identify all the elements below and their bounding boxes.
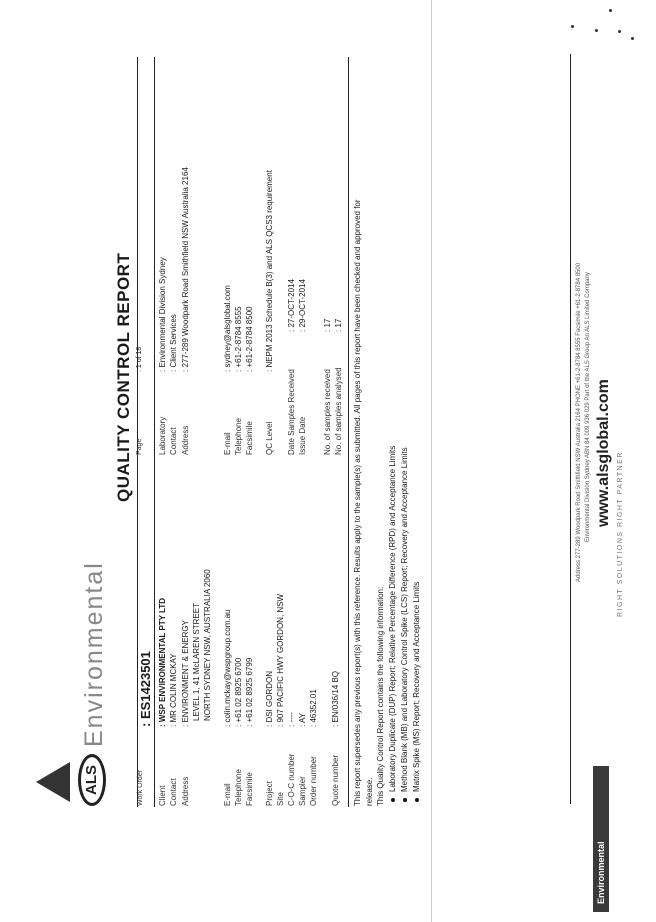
quote-value: : EN/036/14 BQ (331, 670, 340, 727)
date-received-label: Date Samples Received (287, 369, 296, 455)
issue-date-value: : 29-OCT-2014 (298, 279, 307, 332)
footer-division: Environmental Division Sydney ABN 84 009 936 029 Part of the ALS Group An ALS Limited Company (585, 272, 591, 542)
order-value: : 46352.01 (309, 689, 318, 727)
logo-triangle (36, 762, 70, 802)
bullet-item (411, 582, 424, 802)
email-value: : colin.mckay@wspgroup.com.au (223, 609, 232, 727)
address-line-3: NORTH SYDNEY NSW, AUSTRALIA 2060 (203, 569, 212, 721)
coc-label: C-O-C number (287, 753, 296, 806)
footer-tagline: RIGHT SOLUTIONS RIGHT PARTNER (617, 451, 624, 617)
quote-label: Quote number (331, 754, 340, 806)
client-label: Client (158, 785, 167, 806)
telephone-label: Telephone (234, 769, 243, 806)
page-label: Page (136, 438, 143, 455)
footer-address: Address 277-289 Woodpark Road Smithfield NSW Australia 2164 PHONE +61-2-8784 8555 Facsimile +61-2-8784 8500 (576, 262, 582, 582)
sampler-value: : AY (298, 712, 307, 727)
lab-email-value: : sydney@alsglobal.com (223, 285, 232, 372)
order-label: Order number (309, 756, 318, 806)
email-label: E-mail (223, 783, 232, 806)
bullet-text: Matrix Spike (MS) Report; Recovery and Acceptance Limits (412, 581, 421, 792)
site-label: Site (276, 792, 285, 806)
project-value: : DSI GORDON (265, 670, 274, 727)
lab-address-value: : 277-289 Woodpark Road Smithfield NSW Australia 2164 (181, 167, 190, 372)
report-title: QUALITY CONTROL REPORT (114, 252, 133, 502)
statement-line-2: release. (365, 777, 374, 806)
coc-value: : ---- (287, 711, 296, 727)
footer-website: www.alsglobal.com (595, 379, 612, 527)
issue-date-label: Issue Date (298, 416, 307, 455)
page-value: : 1 of 18 (136, 346, 143, 372)
details-rule (348, 57, 349, 807)
lab-contact-value: : Client Services (169, 314, 178, 372)
lab-address-label: Address (181, 425, 190, 455)
brand-name: Environmental (80, 561, 108, 747)
address-line-1: : ENVIRONMENT & ENERGY (181, 620, 190, 727)
samples-received-value: : 17 (323, 318, 332, 332)
telephone-value: : +61 02 8925 6700 (234, 657, 243, 727)
contact-label: Contact (169, 778, 178, 806)
bullet-icon (403, 798, 407, 802)
address-label: Address (181, 776, 190, 806)
laboratory-label: Laboratory (158, 416, 167, 455)
statement-intro: This Quality Control Report contains the following information: (376, 586, 385, 806)
lab-facsimile-label: Facsimile (245, 421, 254, 455)
lab-telephone-label: Telephone (234, 418, 243, 455)
statement-line-1: This report supersedes any previous report(s) with this reference. Results apply to the sample(s) as submitted. All pages of this report have been checked and approved for (353, 199, 362, 806)
client-value: : WSP ENVIRONMENTAL PTY LTD (158, 597, 167, 727)
samples-analysed-value: : 17 (334, 318, 343, 332)
laboratory-value: : Environmental Division Sydney (158, 257, 167, 372)
samples-analysed-label: No. of samples analysed (334, 367, 343, 455)
qc-level-value: : NEPM 2013 Schedule B(3) and ALS QCS3 requirement (265, 170, 274, 372)
lab-email-label: E-mail (223, 432, 232, 455)
footer-rule (570, 54, 571, 804)
footer-banner: Environmental (593, 766, 609, 912)
bullet-text: Laboratory Duplicate (DUP) Report; Relative Percentage Difference (RPD) and Acceptance Limits (388, 445, 397, 792)
bullet-text: Method Blank (MB) and Laboratory Control Spike (LCS) Report; Recovery and Acceptance Limits (400, 447, 409, 792)
bullet-item (387, 446, 400, 802)
date-received-value: : 27-OCT-2014 (287, 279, 296, 332)
contact-value: : MR COLIN MCKAY (169, 653, 178, 727)
sampler-label: Sampler (298, 776, 307, 806)
als-logo: ALS (78, 754, 106, 806)
project-label: Project (265, 781, 274, 806)
work-order-value: : ES1423501 (138, 651, 153, 727)
samples-received-label: No. of samples received (323, 369, 332, 455)
bullet-icon (391, 798, 395, 802)
site-value: : 907 PACIFIC HWY GORDON, NSW (276, 593, 285, 727)
bullet-item (399, 447, 412, 802)
lab-facsimile-value: : +61-2-8784 8500 (245, 306, 254, 372)
page-divider-rule (431, 0, 432, 922)
facsimile-label: Facsimile (245, 772, 254, 806)
address-line-2: LEVEL 1, 41 McLAREN STREET (192, 603, 201, 721)
lab-telephone-value: : +61-2-8784 8555 (234, 306, 243, 372)
bullet-icon (415, 798, 419, 802)
qc-level-label: QC Level (265, 421, 274, 455)
header-rule (154, 57, 155, 807)
work-order-label: Work Order (137, 769, 144, 806)
facsimile-value: : +61 02 8925 6799 (245, 657, 254, 727)
lab-contact-label: Contact (169, 427, 178, 455)
